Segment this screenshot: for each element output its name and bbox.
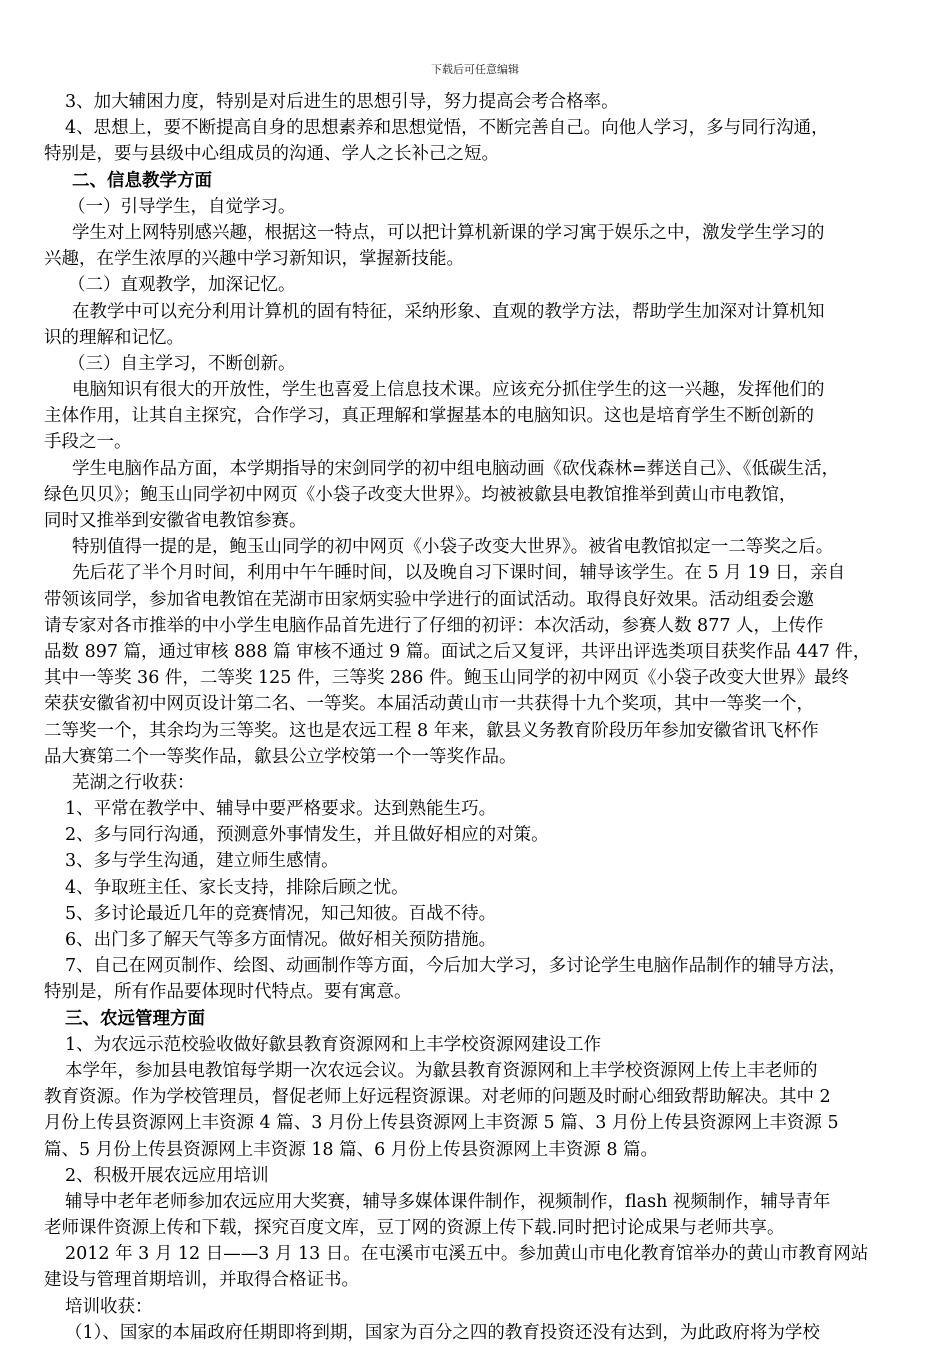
text-line: 其中一等奖 36 件，二等奖 125 件，三等奖 286 件。鲍玉山同学的初中网页《小袋子改变大世界》最终	[44, 668, 849, 689]
text-line: 建设与管理首期培训，并取得合格证书。	[44, 1270, 359, 1291]
text-line: 老师课件资源上传和下载，探究百度文库，豆丁网的资源上传下载.同时把讨论成果与老师共享。	[44, 1218, 785, 1239]
text-line: 辅导中老年老师参加农远应用大奖赛，辅导多媒体课件制作，视频制作，flash 视频制作，辅导青年	[65, 1191, 831, 1212]
text-line: 篇、5 月份上传县资源网上丰资源 18 篇、6 月份上传县资源网上丰资源 8 篇。	[44, 1139, 659, 1160]
text-line: 4、争取班主任、家长支持，排除后顾之忧。	[65, 877, 409, 898]
text-line: 特别是，所有作品要体现时代特点。要有寓意。	[44, 982, 412, 1003]
text-line: 识的理解和记忆。	[44, 327, 184, 348]
text-line: 带领该同学，参加省电教馆在芜湖市田家炳实验中学进行的面试活动。取得良好效果。活动组委会邀	[44, 589, 814, 610]
text-line: 同时又推举到安徽省电教馆参赛。	[44, 511, 307, 531]
text-line: 月份上传县资源网上丰资源 4 篇、3 月份上传县资源网上丰资源 5 篇、3 月份上传县资源网上丰资源 5	[44, 1113, 839, 1134]
text-line: 培训收获：	[65, 1296, 153, 1317]
text-line: 特别是，要与县级中心组成员的沟通、学人之长补己之短。	[44, 144, 499, 165]
text-line: 3、多与学生沟通，建立师生感情。	[65, 851, 339, 872]
text-line: 绿色贝贝》；鲍玉山同学初中网页《小袋子改变大世界》。均被被歙县电教馆推举到黄山市电教馆，	[44, 484, 797, 505]
text-line: 主体作用，让其自主探究，合作学习，真正理解和掌握基本的电脑知识。这也是培育学生不断创新的	[44, 406, 814, 427]
text-line: 品大赛第二个一等奖作品，歙县公立学校第一个一等奖作品。	[44, 746, 517, 767]
text-line: （1）、国家的本届政府任期即将到期，国家为百分之四的教育投资还没有达到，为此政府将为学校	[65, 1322, 820, 1343]
text-line: （二）直观教学，加深记忆。	[68, 275, 296, 296]
text-line: 1、为农远示范校验收做好歙县教育资源网和上丰学校资源网建设工作	[65, 1034, 602, 1055]
text-line: 2、积极开展农远应用培训	[65, 1165, 269, 1186]
text-line: 二等奖一个，其余均为三等奖。这也是农远工程 8 年来，歙县义务教育阶段历年参加安徽省讯飞杯作	[44, 720, 819, 741]
text-line: （一）引导学生，自觉学习。	[68, 196, 296, 217]
text-line: 先后花了半个月时间，利用中午午睡时间，以及晚自习下课时间，辅导该学生。在 5 月 19 日，亲自	[72, 563, 846, 584]
text-line: 2012 年 3 月 12 日——3 月 13 日。在屯溪市屯溪五中。参加黄山市电化教育馆举办的黄山市教育网站	[65, 1244, 869, 1265]
text-line: 本学年，参加县电教馆每学期一次农远会议。为歙县教育资源网和上丰学校资源网上传上丰老师的	[65, 1060, 818, 1081]
text-line: 手段之一。	[44, 432, 132, 453]
text-line: 教育资源。作为学校管理员，督促老师上好远程资源课。对老师的问题及时耐心细致帮助解决。其中 2	[44, 1087, 831, 1108]
page-header: 下载后可任意编辑	[431, 63, 519, 76]
text-line: 兴趣，在学生浓厚的兴趣中学习新知识，掌握新技能。	[44, 249, 464, 270]
text-line: 1、平常在教学中、辅导中要严格要求。达到熟能生巧。	[65, 799, 497, 820]
text-line: 品数 897 篇，通过审核 888 篇 审核不通过 9 篇。面试之后又复评，共评出评选类项目获奖作品 447 件，	[44, 641, 871, 662]
text-line: 3、加大辅困力度，特别是对后进生的思想引导，努力提高会考合格率。	[65, 92, 619, 112]
text-line: 荣获安徽省初中网页设计第二名、一等奖。本届活动黄山市一共获得十九个奖项，其中一等奖一个，	[44, 694, 814, 715]
text-line: 2、多与同行沟通，预测意外事情发生，并且做好相应的对策。	[65, 825, 549, 846]
text-line: 4、思想上，要不断提高自身的思想素养和思想觉悟，不断完善自己。向他人学习，多与同行沟通，	[65, 118, 829, 139]
text-line: 请专家对各市推举的中小学生电脑作品首先进行了仔细的初评：本次活动，参赛人数 877 人，上传作	[44, 615, 824, 636]
text-line: 学生电脑作品方面，本学期指导的宋剑同学的初中组电脑动画《砍伐森林=葬送自己》、《低碳生活，	[72, 458, 840, 479]
text-line: 6、出门多了解天气等多方面情况。做好相关预防措施。	[65, 930, 497, 950]
section-heading: 三、农远管理方面	[65, 1008, 205, 1029]
text-line: 电脑知识有很大的开放性，学生也喜爱上信息技术课。应该充分抓住学生的这一兴趣，发挥他们的	[72, 380, 825, 401]
text-line: 5、多讨论最近几年的竞赛情况，知己知彼。百战不待。	[65, 903, 497, 924]
text-line: 特别值得一提的是，鲍玉山同学的初中网页《小袋子改变大世界》。被省电教馆拟定一二等奖之后。	[72, 537, 834, 558]
text-line: 芜湖之行收获：	[72, 772, 195, 793]
text-line: 7、自己在网页制作、绘图、动画制作等方面，今后加大学习，多讨论学生电脑作品制作的辅导方法，	[65, 956, 847, 977]
text-line: 学生对上网特别感兴趣，根据这一特点，可以把计算机新课的学习寓于娱乐之中，激发学生学习的	[72, 222, 825, 243]
text-line: 在教学中可以充分利用计算机的固有特征，采纳形象、直观的教学方法，帮助学生加深对计算机知	[72, 301, 825, 322]
document-body	[44, 89, 910, 1346]
section-heading: 二、信息教学方面	[72, 170, 212, 191]
text-line: （三）自主学习，不断创新。	[68, 353, 296, 374]
